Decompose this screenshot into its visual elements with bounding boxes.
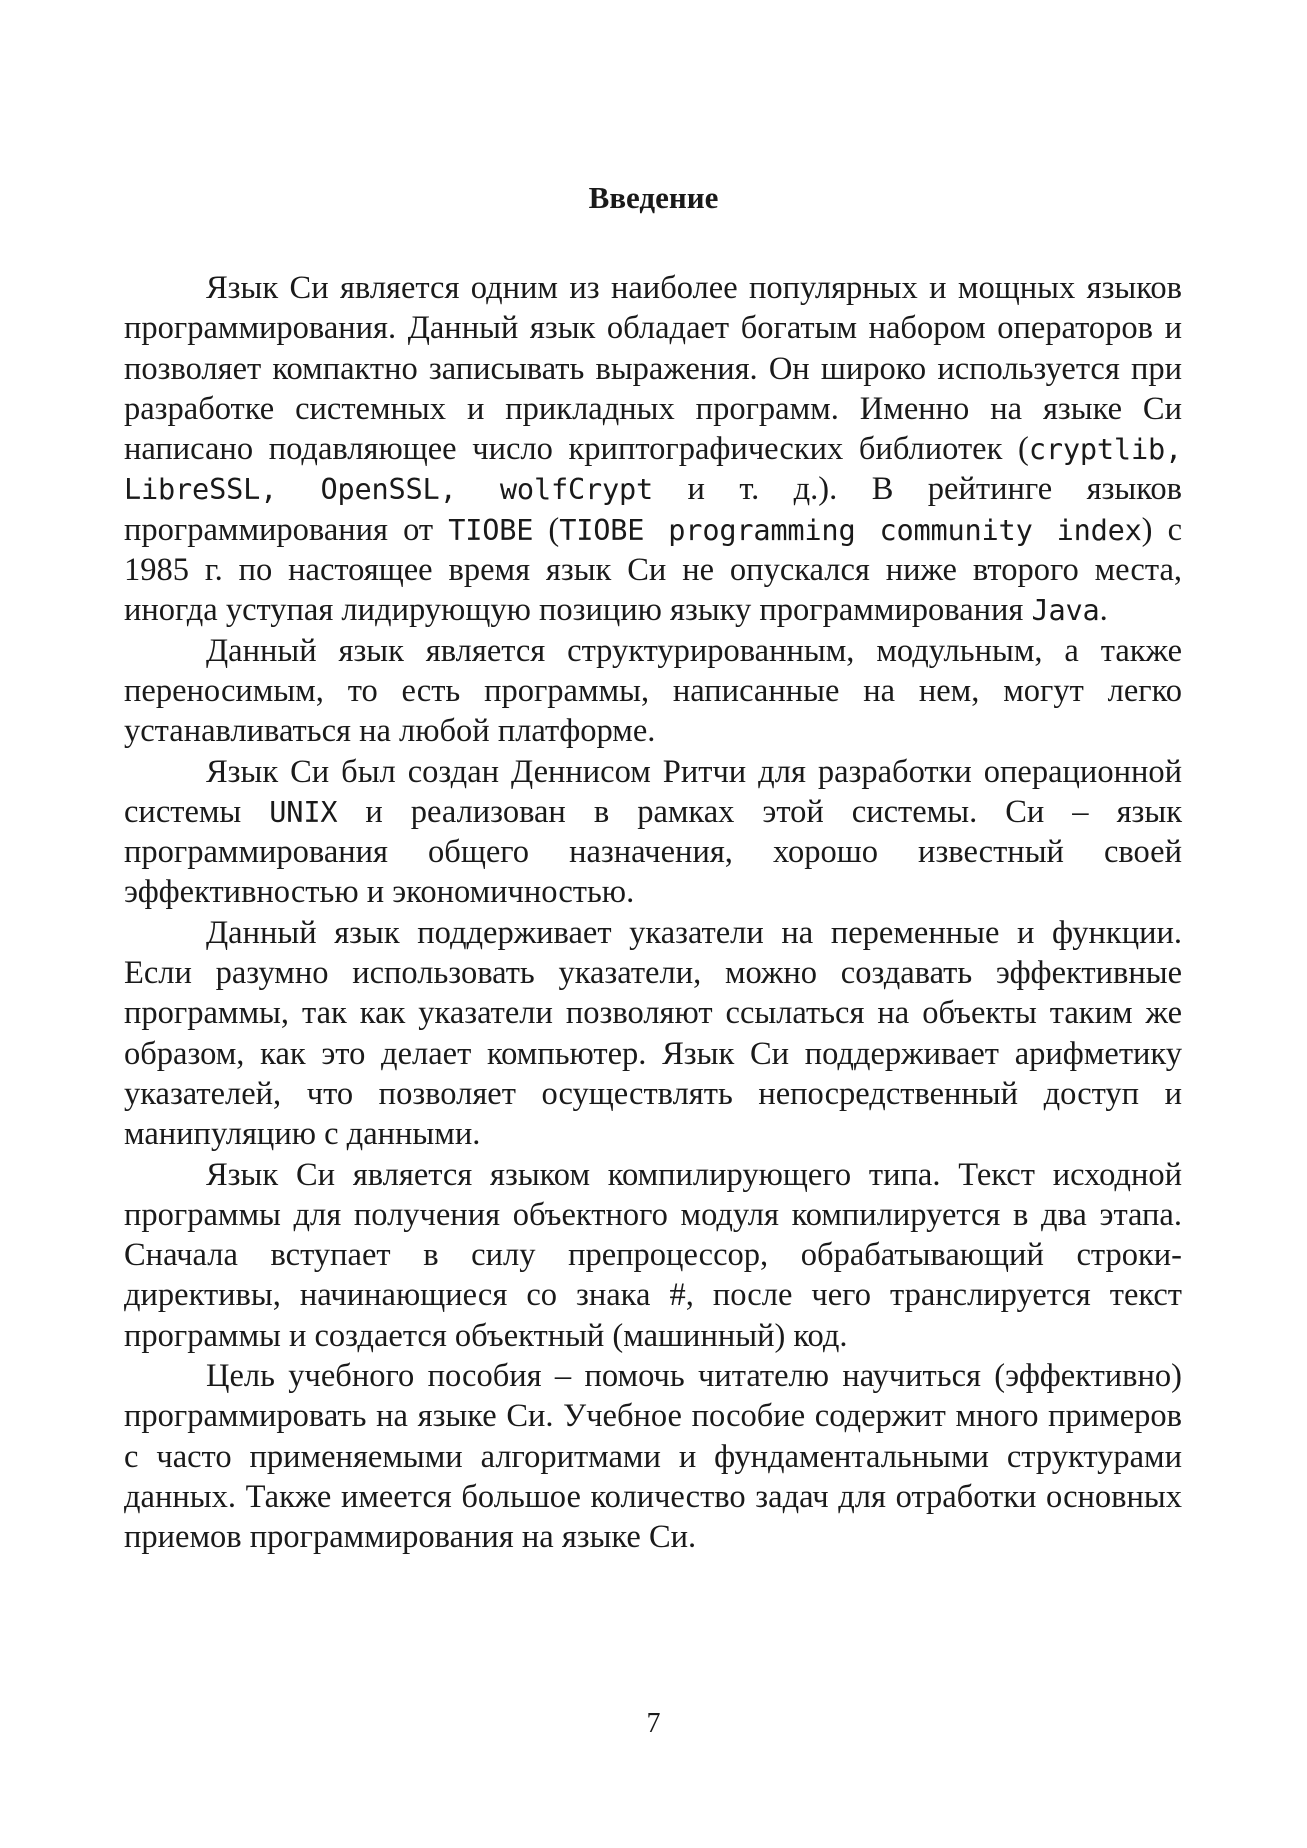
page-number: 7 [646, 1708, 661, 1739]
paragraph-1 [124, 268, 1182, 631]
section-heading: Введение [588, 180, 719, 215]
paragraph-3-text-part-1: Язык Си был создан Деннисом Ритчи для разработки операционной системы [124, 753, 1182, 830]
tiobe-name: TIOBE [448, 512, 534, 547]
paragraph-3-text-part-2: и реализован в рамках этой системы. Си – язык программирования общего назначения, хорошо известный своей эффективностью и экономичностью. [124, 793, 1182, 911]
paragraph-5: Язык Си является языком компилирующего типа. Текст исходной программы для получения объектного модуля компилируется в два этапа. Сначала вступает в силу препроцессор, обрабатывающий строки-директивы, начинающиеся со знака #, после чего транслируется текст программы и создается объектный (машинный) код. [124, 1156, 1182, 1354]
list-separator: , [260, 472, 321, 507]
unix-name: UNIX [269, 794, 338, 829]
paragraph-3 [124, 752, 1182, 913]
paragraph-1-text-part-4: ) с 1985 г. по настоящее время язык Си не опускался ниже второго места, иногда уступая лидирующую позицию языку программирования [124, 511, 1183, 629]
library-name-libressl: LibreSSL [124, 472, 261, 507]
tiobe-index-name: TIOBE programming community index [559, 512, 1142, 547]
library-name-openssl: OpenSSL [320, 472, 440, 507]
paragraph-6: Цель учебного пособия – помочь читателю научиться (эффективно) программировать на языке Си. Учебное пособие содержит много примеров с часто применяемыми алгоритмами и фундаментальными структурами данных. Также имеется большое количество задач для отработки основных приемов программирования на языке Си. [124, 1358, 1182, 1556]
paragraph-1-text-part-3: ( [533, 511, 560, 548]
list-separator: , [439, 472, 500, 507]
library-name-cryptlib: cryptlib [1028, 432, 1165, 467]
list-separator: , [1164, 432, 1182, 467]
paragraph-2: Данный язык является структурированным, модульным, а также переносимым, то есть программы, написанные на нем, могут легко устанавливаться на любой платформе. [124, 632, 1182, 750]
library-name-wolfcrypt: wolfCrypt [499, 472, 654, 507]
paragraph-1-text-part-2: и т. д.). В рейтинге языков программирования от [124, 471, 1182, 548]
paragraph-1-text-part-1: Язык Си является одним из наиболее популярных и мощных языков программирования. Данный язык обладает богатым набором операторов и позволяет компактно записывать выражения. Он широко используется при разработке системных и прикладных программ. Именно на языке Си написано подавляющее число криптографических библиотек ( [124, 270, 1182, 468]
java-name: Java [1031, 593, 1100, 628]
paragraph-1-text-part-5: . [1099, 592, 1108, 629]
body-text [124, 268, 1182, 1558]
paragraph-4: Данный язык поддерживает указатели на переменные и функции. Если разумно использовать указатели, можно создавать эффективные программы, так как указатели позволяют ссылаться на объекты таким же образом, как это делает компьютер. Язык Си поддерживает арифметику указателей, что позволяет осуществлять непосредственный доступ и манипуляцию с данными. [124, 914, 1182, 1153]
